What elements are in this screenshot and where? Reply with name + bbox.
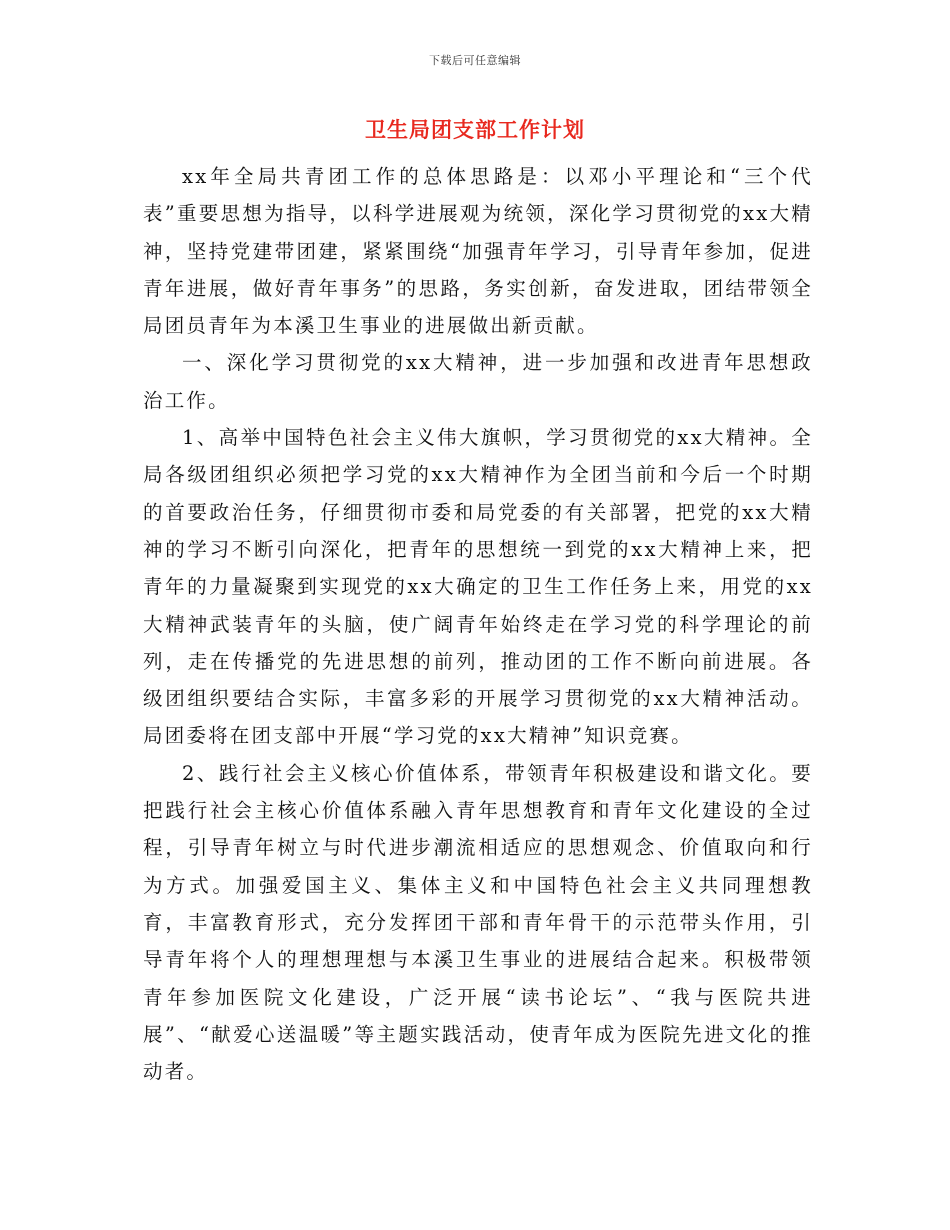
paragraph-item-1: 1、高举中国特色社会主义伟大旗帜，学习贯彻党的xx大精神。全局各级团组织必须把学习党的xx大精神作为全团当前和今后一个时期的首要政治任务，仔细贯彻市委和局党委的有关部署，把党的xx大精神的学习不断引向深化，把青年的思想统一到党的xx大精神上来，把青年的力量凝聚到实现党的xx大确定的卫生工作任务上来，用党的xx大精神武装青年的头脑，使广阔青年始终走在学习党的科学理论的前列，走在传播党的先进思想的前列，推动团的工作不断向前进展。各级团组织要结合实际，丰富多彩的开展学习贯彻党的xx大精神活动。局团委将在团支部中开展“学习党的xx大精神”知识竞赛。 (143, 426, 813, 748)
paragraph-section-1: 一、深化学习贯彻党的xx大精神，进一步加强和改进青年思想政治工作。 (143, 351, 813, 412)
header-note: 下载后可任意编辑 (429, 54, 521, 67)
paragraph-item-2: 2、践行社会主义核心价值体系，带领青年积极建设和谐文化。要把践行社会主核心价值体系融入青年思想教育和青年文化建设的全过程，引导青年树立与时代进步潮流相适应的思想观念、价值取向和行为方式。加强爱国主义、集体主义和中国特色社会主义共同理想教育，丰富教育形式，充分发挥团干部和青年骨干的示范带头作用，引导青年将个人的理想理想与本溪卫生事业的进展结合起来。积极带领青年参加医院文化建设，广泛开展“读书论坛”、“我与医院共进展”、“献爱心送温暖”等主题实践活动，使青年成为医院先进文化的推动者。 (143, 761, 813, 1084)
document-title: 卫生局团支部工作计划 (365, 118, 585, 142)
paragraph-intro: xx年全局共青团工作的总体思路是：以邓小平理论和“三个代表”重要思想为指导，以科学进展观为统领，深化学习贯彻党的xx大精神，坚持党建带团建，紧紧围绕“加强青年学习，引导青年参加，促进青年进展，做好青年事务”的思路，务实创新，奋发进取，团结带领全局团员青年为本溪卫生事业的进展做出新贡献。 (143, 165, 813, 338)
document-body (143, 158, 813, 1090)
